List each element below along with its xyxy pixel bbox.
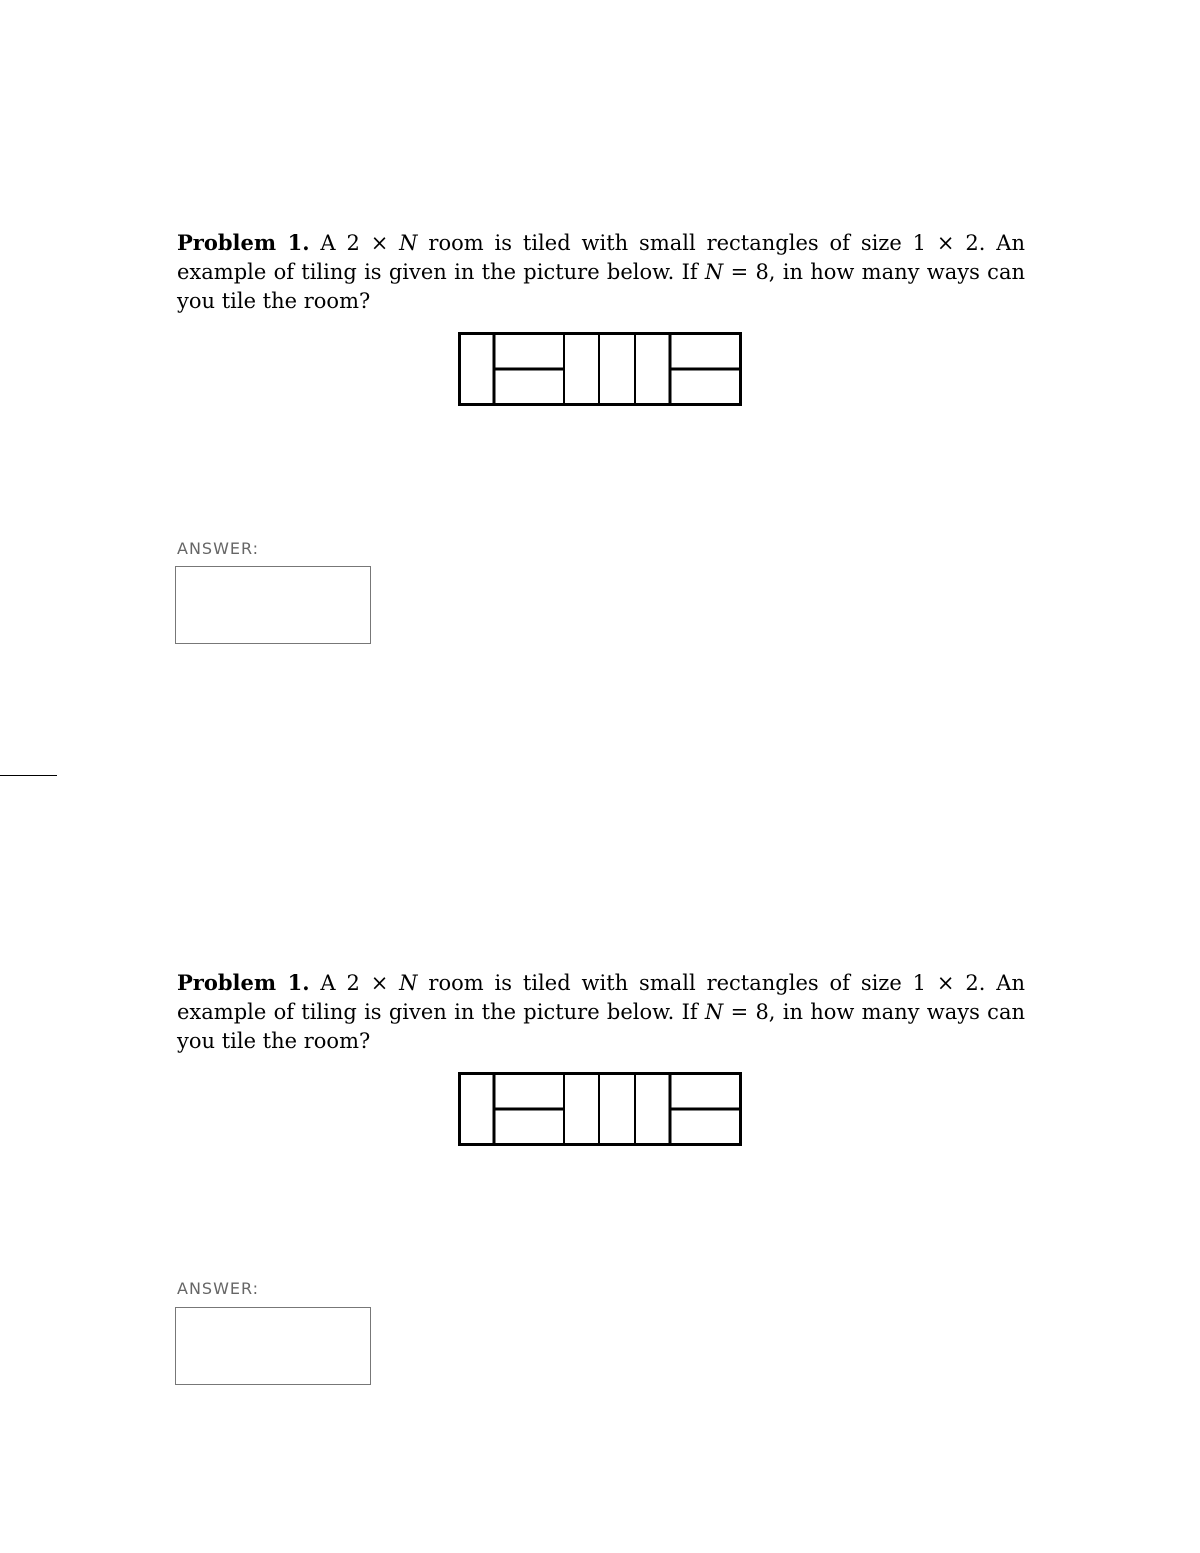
problem-statement — [177, 228, 1025, 316]
tiling-diagram — [458, 1072, 742, 1146]
tiling-diagram — [458, 332, 742, 406]
answer-label: ANSWER: — [177, 1279, 260, 1298]
math-variable: N — [704, 1000, 724, 1024]
answer-box[interactable] — [175, 566, 371, 644]
problem-label: Problem 1. — [177, 970, 310, 995]
problem-statement — [177, 968, 1025, 1056]
math-variable: N — [704, 260, 724, 284]
problem-text-part: room is tiled with small rectangles of size 1 × 2. An example of tiling is given in the picture below. If — [177, 971, 1025, 1024]
answer-label: ANSWER: — [177, 539, 260, 558]
math-variable: N — [399, 971, 418, 995]
math-variable: N — [399, 231, 418, 255]
problem-text-part: = 8, in how many ways can you tile the room? — [177, 1000, 1025, 1053]
problem-text-part: A 2 × — [309, 231, 400, 255]
problem-text-part: A 2 × — [309, 971, 400, 995]
problem-label: Problem 1. — [177, 230, 310, 255]
page-divider — [0, 775, 57, 776]
problem-text-part: room is tiled with small rectangles of size 1 × 2. An example of tiling is given in the picture below. If — [177, 231, 1025, 284]
answer-box[interactable] — [175, 1307, 371, 1385]
problem-text-part: = 8, in how many ways can you tile the room? — [177, 260, 1025, 313]
